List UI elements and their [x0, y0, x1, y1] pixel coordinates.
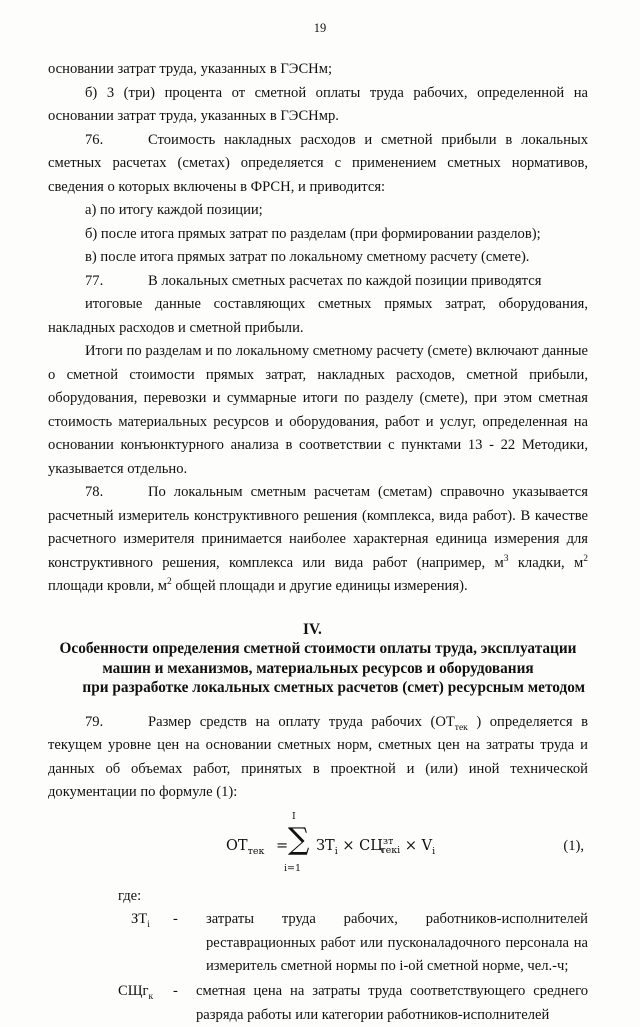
definition-term: $ЗТ_i$	[131, 911, 150, 930]
sum-lower-limit: i=1	[284, 862, 302, 874]
section-heading-line-2: машин и механизмов, материальных ресурсов и оборудования	[102, 659, 534, 677]
paragraph-b: б) 3 (три) процента от сметной оплаты труда рабочих, определенной на основании затрат труда, указанных в ГЭСНмр.	[48, 84, 588, 124]
section-heading	[48, 620, 588, 698]
definition-term: СЩг$_к$	[118, 983, 154, 1002]
paragraph-77: 77. В локальных сметных расчетах по каждой позиции приводятся	[48, 270, 588, 294]
definition-dash: -	[173, 983, 178, 999]
paragraph-number: 76.	[85, 131, 104, 148]
formula-1	[48, 811, 588, 881]
definition-dash: -	[173, 911, 178, 927]
section-roman-numeral: IV.	[303, 620, 322, 638]
paragraph-number: 79.	[85, 713, 104, 730]
paragraph-fragment: основании затрат труда, указанных в ГЭСНм;	[48, 61, 333, 77]
paragraph-78: 78. По локальным сметным расчетам (сметам) справочно указывается расчетный измеритель конструктивного решения (комплекса, вида работ). В качестве расчетного измерителя принимается наиболее характерная единица измерения для конструктивного решения, комплекса или вида работ (например, $м^3$ кладки, $м^2$ площади кровли, $м^2$ общей площади и другие единицы измерения).	[48, 481, 588, 599]
where-label: где:	[118, 887, 142, 904]
formula-equals: =	[276, 837, 289, 854]
page-number: 19	[313, 21, 327, 35]
formula-term: $ЗТ_i \times СЦ^{зт}_{текi} \times V_i$	[316, 835, 436, 857]
list-item-a: а) по итогу каждой позиции;	[85, 202, 263, 218]
sum-symbol: ∑	[288, 821, 310, 857]
formula-number: (1),	[563, 837, 584, 854]
list-item-b: б) после итога прямых затрат по разделам (при формировании разделов);	[85, 225, 541, 242]
paragraph-totals: Итоги по разделам и по локальному сметному расчету (смете) включают данные о сметной стоимости прямых затрат, накладных расходов, сметной прибыли, оборудования, перевозки и суммарные итоги по разделу (смете), при этом сметная стоимость материальных ресурсов и оборудования, работ и услуг, определенная на основании конъюнктурного анализа в соответствии с пунктами 13 - 22 Методики, указывается отдельно.	[48, 343, 588, 477]
paragraph-76: 76. Стоимость накладных расходов и сметной прибыли в локальных сметных расчетах (сметах) определяется с применением сметных нормативов, сведения о которых включены в ФРСН, и приводится:	[48, 129, 588, 200]
paragraph-number: 78.	[85, 484, 104, 500]
section-heading-line-1: Особенности определения сметной стоимости оплаты труда, эксплуатации	[59, 640, 577, 657]
list-item-c: в) после итога прямых затрат по локальному сметному расчету (смете).	[85, 249, 530, 265]
definition-text: затраты труда рабочих, работников-исполнителей реставрационных работ или пусконаладочного персонала на измеритель сметной нормы по i-ой сметной норме, чел.-ч;	[206, 911, 588, 974]
definition-text: сметная цена на затраты труда соответствующего среднего разряда работы или категории работников-исполнителей	[196, 983, 588, 1023]
document-body	[48, 58, 589, 1023]
paragraph-77-continued: итоговые данные составляющих сметных прямых затрат, оборудования, накладных расходов и сметной прибыли.	[48, 296, 588, 336]
formula-lhs: $ОТ_{тек}$	[226, 837, 265, 857]
section-heading-line-3: при разработке локальных сметных расчетов (смет) ресурсным методом	[82, 679, 585, 696]
sum-upper-limit: I	[292, 810, 296, 822]
paragraph-79: 79. Размер средств на оплату труда рабочих ($ОТ_{тек}$ ) определяется в текущем уровне цен на основании сметных норм, сметных цен на затраты труда и данных об объемах работ, принятых в проектной и (или) иной технической документации по формуле (1):	[48, 711, 588, 805]
definitions-list	[48, 908, 588, 1023]
paragraph-number: 77.	[85, 272, 104, 289]
